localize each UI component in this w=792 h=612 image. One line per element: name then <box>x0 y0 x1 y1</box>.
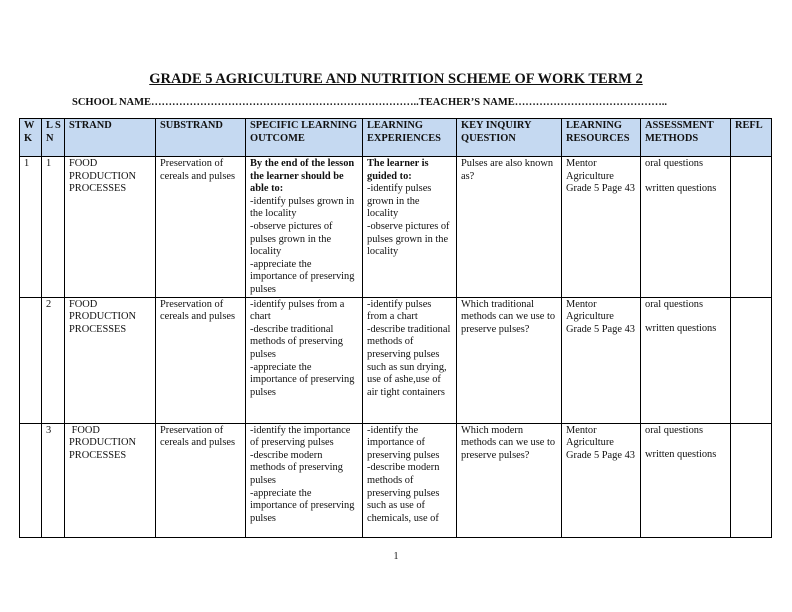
cell-lsn: 1 <box>42 157 65 298</box>
cell-specific-learning-outcome <box>246 157 363 298</box>
experiences-intro: The learner is guided to: <box>367 158 429 182</box>
slo-item: -observe pictures of pulses grown in the locality <box>250 220 333 258</box>
document-title: GRADE 5 AGRICULTURE AND NUTRITION SCHEME OF WORK TERM 2 <box>149 71 643 87</box>
header-reflection: REFL <box>731 119 772 157</box>
cell-assessment-methods <box>641 297 731 423</box>
school-teacher-name-line: SCHOOL NAME…………………………………………………………………..TEACHER’S NAME…………………………………….. <box>72 97 668 108</box>
cell-learning-resources: Mentor Agriculture Grade 5 Page 43 <box>562 157 641 298</box>
experience-item: -describe traditional methods of preserving pulses such as sun drying, use of ashe,use of air tight containers <box>367 323 451 398</box>
assessment-item: written questions <box>645 182 717 194</box>
cell-substrand: Preservation of cereals and pulses <box>156 423 246 537</box>
slo-item: -describe traditional methods of preserving pulses <box>250 323 343 360</box>
header-key-inquiry-question: KEY INQUIRY QUESTION <box>457 119 562 157</box>
slo-item: -identify the importance of preserving pulses <box>250 424 351 449</box>
slo-item: -appreciate the importance of preserving pulses <box>250 487 355 524</box>
assessment-item: oral questions <box>645 424 704 436</box>
cell-learning-experiences <box>363 297 457 423</box>
header-assessment-methods: ASSESSMENT METHODS <box>641 119 731 157</box>
experience-item: -identify the importance of preserving pulses <box>367 424 440 461</box>
cell-reflection[interactable] <box>731 423 772 537</box>
header-learning-experiences: LEARNING EXPERIENCES <box>363 119 457 157</box>
header-wk: W K <box>20 119 42 157</box>
header-learning-resources: LEARNING RESOURCES <box>562 119 641 157</box>
cell-learning-experiences <box>363 423 457 537</box>
cell-learning-resources: Mentor Agriculture Grade 5 Page 43 <box>562 297 641 423</box>
header-substrand: SUBSTRAND <box>156 119 246 157</box>
cell-substrand: Preservation of cereals and pulses <box>156 297 246 423</box>
header-specific-learning-outcome: SPECIFIC LEARNING OUTCOME <box>246 119 363 157</box>
table-row <box>20 297 772 423</box>
cell-specific-learning-outcome <box>246 297 363 423</box>
cell-specific-learning-outcome <box>246 423 363 537</box>
experience-item: -identify pulses grown in the locality <box>367 183 432 220</box>
experience-item: -observe pictures of pulses grown in the locality <box>367 220 450 258</box>
slo-item: -describe modern methods of preserving pulses <box>250 449 343 486</box>
header-strand: STRAND <box>65 119 156 157</box>
cell-wk: 1 <box>20 157 42 298</box>
cell-reflection[interactable] <box>731 157 772 298</box>
slo-item: -identify pulses grown in the locality <box>250 195 355 220</box>
cell-strand: FOOD PRODUCTION PROCESSES <box>65 157 156 298</box>
scheme-of-work-table <box>19 118 772 538</box>
assessment-item: written questions <box>645 449 717 461</box>
assessment-item: written questions <box>645 323 717 335</box>
page-number: 1 <box>393 551 399 562</box>
table-header-row <box>20 119 772 157</box>
table-row <box>20 423 772 537</box>
slo-item: -appreciate the importance of preserving pulses <box>250 258 355 295</box>
cell-learning-experiences <box>363 157 457 298</box>
cell-strand: FOOD PRODUCTION PROCESSES <box>65 297 156 423</box>
slo-item: -appreciate the importance of preserving pulses <box>250 361 355 398</box>
slo-intro: By the end of the lesson the learner should be able to: <box>250 158 355 195</box>
cell-key-inquiry-question: Which modern methods can we use to preserve pulses? <box>457 423 562 537</box>
assessment-item: oral questions <box>645 298 704 310</box>
cell-key-inquiry-question: Which traditional methods can we use to preserve pulses? <box>457 297 562 423</box>
cell-assessment-methods <box>641 423 731 537</box>
cell-key-inquiry-question: Pulses are also known as? <box>457 157 562 298</box>
cell-wk <box>20 297 42 423</box>
assessment-item: oral questions <box>645 158 704 169</box>
slo-item: -identify pulses from a chart <box>250 298 345 323</box>
cell-learning-resources: Mentor Agriculture Grade 5 Page 43 <box>562 423 641 537</box>
experience-item: -describe modern methods of preserving pulses such as use of chemicals, use of <box>367 462 440 524</box>
header-lsn: L S N <box>42 119 65 157</box>
cell-assessment-methods <box>641 157 731 298</box>
experience-item: -identify pulses from a chart <box>367 298 432 323</box>
cell-wk <box>20 423 42 537</box>
cell-strand: FOOD PRODUCTION PROCESSES <box>65 423 156 537</box>
cell-substrand: Preservation of cereals and pulses <box>156 157 246 298</box>
cell-lsn: 3 <box>42 423 65 537</box>
cell-lsn: 2 <box>42 297 65 423</box>
table-row <box>20 157 772 298</box>
cell-reflection[interactable] <box>731 297 772 423</box>
